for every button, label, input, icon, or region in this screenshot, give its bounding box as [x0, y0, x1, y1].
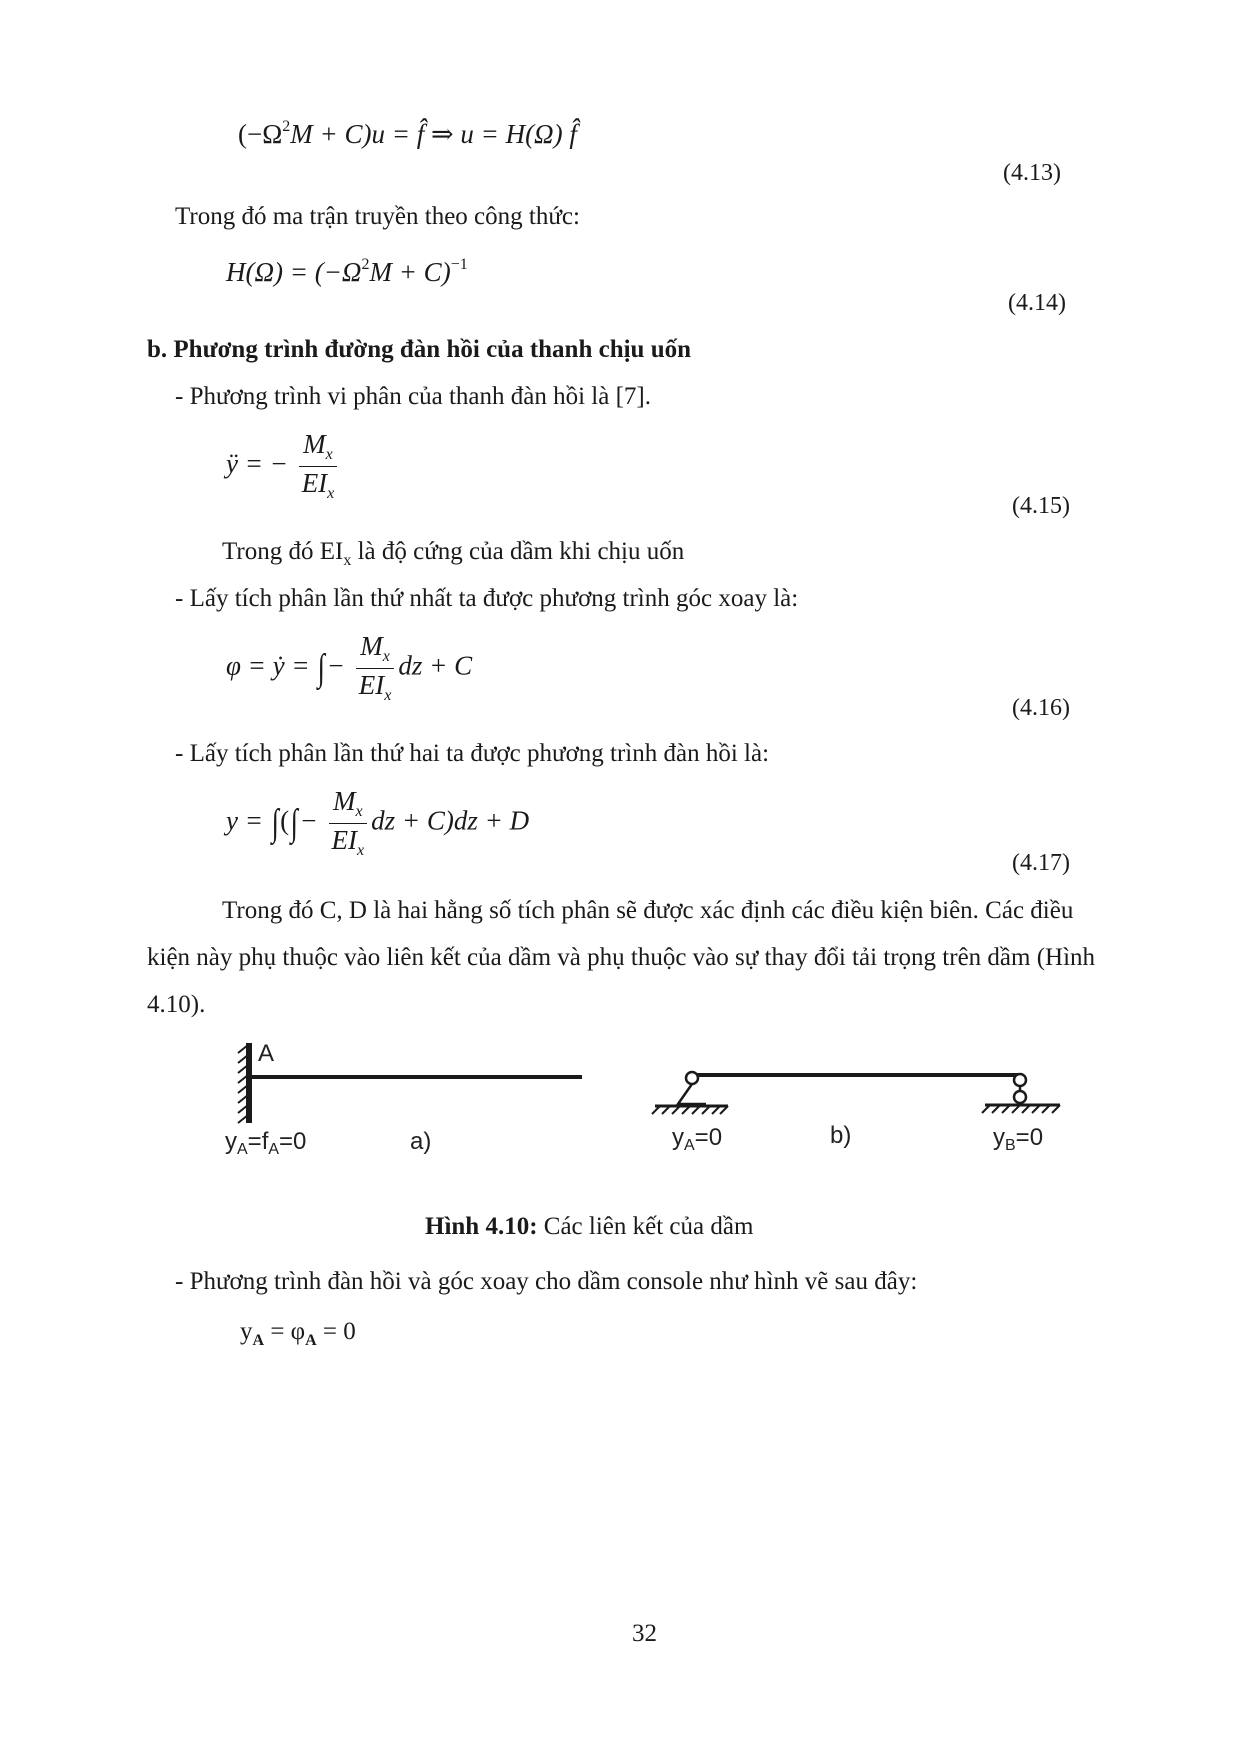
numerator: M: [333, 786, 356, 816]
subscript: x: [343, 552, 352, 569]
eq-part: dz + C: [398, 650, 473, 681]
subscript: x: [327, 484, 335, 502]
eq-part: φ = ẏ =: [226, 650, 317, 681]
text-part: = φ: [264, 1318, 306, 1345]
eq-part: −: [299, 805, 318, 836]
eq-part: dz + C)dz + D: [371, 805, 530, 836]
equation-number: (4.14): [1008, 290, 1066, 316]
caption-text: Các liên kết của dầm: [537, 1213, 754, 1240]
support-a-condition: [672, 1124, 722, 1155]
subscript: x: [357, 841, 365, 859]
support-b-condition: [993, 1124, 1043, 1155]
point-label-a: A: [258, 1040, 275, 1067]
pin-joint: [686, 1072, 698, 1084]
paragraph-line: kiện này phụ thuộc vào liên kết của dầm và phụ thuộc vào sự thay đổi tải trọng trên dầm (Hình: [147, 944, 1096, 971]
cantilever-beam: [238, 1043, 582, 1123]
label-part: y: [672, 1124, 684, 1151]
label-part: =0: [279, 1128, 307, 1155]
subscript: A: [252, 1332, 265, 1349]
roller-joint-top: [1014, 1074, 1026, 1086]
text-part: = 0: [316, 1318, 356, 1345]
denominator: EI: [331, 824, 358, 855]
text-part: y: [240, 1318, 253, 1345]
cantilever-condition: [225, 1128, 306, 1159]
subscript: A: [305, 1332, 317, 1349]
section-heading: b. Phương trình đường đàn hồi của thanh chịu uốn: [147, 336, 692, 363]
label-part: y: [225, 1128, 237, 1155]
text-part: là độ cứng của dầm khi chịu uốn: [351, 538, 685, 565]
eq-part: H(Ω) = (−Ω: [226, 257, 362, 287]
integral-sign: ∫: [290, 802, 298, 845]
eq-part: (−Ω: [238, 119, 283, 149]
eq-sup: 2: [361, 256, 370, 273]
subscript: x: [355, 803, 363, 820]
eq-sup: −1: [450, 256, 468, 273]
text-part: Trong đó EI: [222, 538, 344, 565]
subscript: A: [268, 1141, 280, 1158]
pin-support-triangle: [678, 1084, 706, 1104]
eq-part: M + C): [369, 257, 451, 287]
label-part: y: [993, 1124, 1005, 1151]
paragraph-line: 4.10).: [147, 991, 206, 1018]
subscript: B: [1005, 1137, 1016, 1154]
label-part: =f: [247, 1128, 269, 1155]
eq-part: ÿ = −: [226, 448, 288, 479]
denominator: EI: [301, 467, 328, 498]
eq-part: (: [280, 805, 290, 836]
denominator: EI: [358, 669, 385, 700]
boundary-condition: [240, 1318, 356, 1350]
paragraph: - Lấy tích phân lần thứ hai ta được phương trình đàn hồi là:: [175, 740, 770, 767]
roller-joint-bottom: [1014, 1091, 1026, 1103]
figure-part-b-label: b): [830, 1122, 852, 1149]
label-part: =0: [1015, 1124, 1044, 1151]
subscript: A: [684, 1137, 695, 1154]
eq-part: M + C)u = f̂ ⇒ u = H(Ω) f̂: [290, 119, 577, 149]
paragraph: - Phương trình đàn hồi và góc xoay cho dầm console như hình vẽ sau đây:: [175, 1268, 918, 1295]
equation-number: (4.16): [1012, 695, 1070, 721]
integral-sign: ∫: [317, 647, 326, 690]
subscript: x: [384, 686, 392, 704]
subscript: x: [325, 446, 333, 463]
label-part: =0: [694, 1124, 723, 1151]
subscript: x: [382, 648, 390, 665]
eq-part: y =: [226, 805, 270, 836]
paragraph: - Phương trình vi phân của thanh đàn hồi là [7].: [175, 383, 651, 410]
integral-sign: ∫: [271, 802, 279, 845]
figure-part-a-label: a): [410, 1128, 432, 1155]
eq-sup: 2: [282, 118, 291, 135]
figure-caption: [425, 1213, 753, 1241]
simply-supported-beam: [652, 1072, 1060, 1114]
equation-number: (4.17): [1012, 850, 1070, 876]
caption-label: Hình 4.10:: [425, 1213, 538, 1240]
page-number: 32: [632, 1620, 657, 1647]
subscript: A: [237, 1141, 248, 1158]
paragraph: - Lấy tích phân lần thứ nhất ta được phương trình góc xoay là:: [175, 585, 799, 612]
paragraph: Trong đó ma trận truyền theo công thức:: [175, 203, 580, 230]
numerator: M: [303, 429, 326, 459]
numerator: M: [360, 631, 383, 661]
equation-number: (4.15): [1012, 493, 1070, 519]
equation-number: (4.13): [1003, 160, 1061, 186]
paragraph-line: Trong đó C, D là hai hằng số tích phân sẽ được xác định các điều kiện biên. Các điều: [222, 897, 1074, 924]
eq-part: −: [326, 650, 346, 681]
